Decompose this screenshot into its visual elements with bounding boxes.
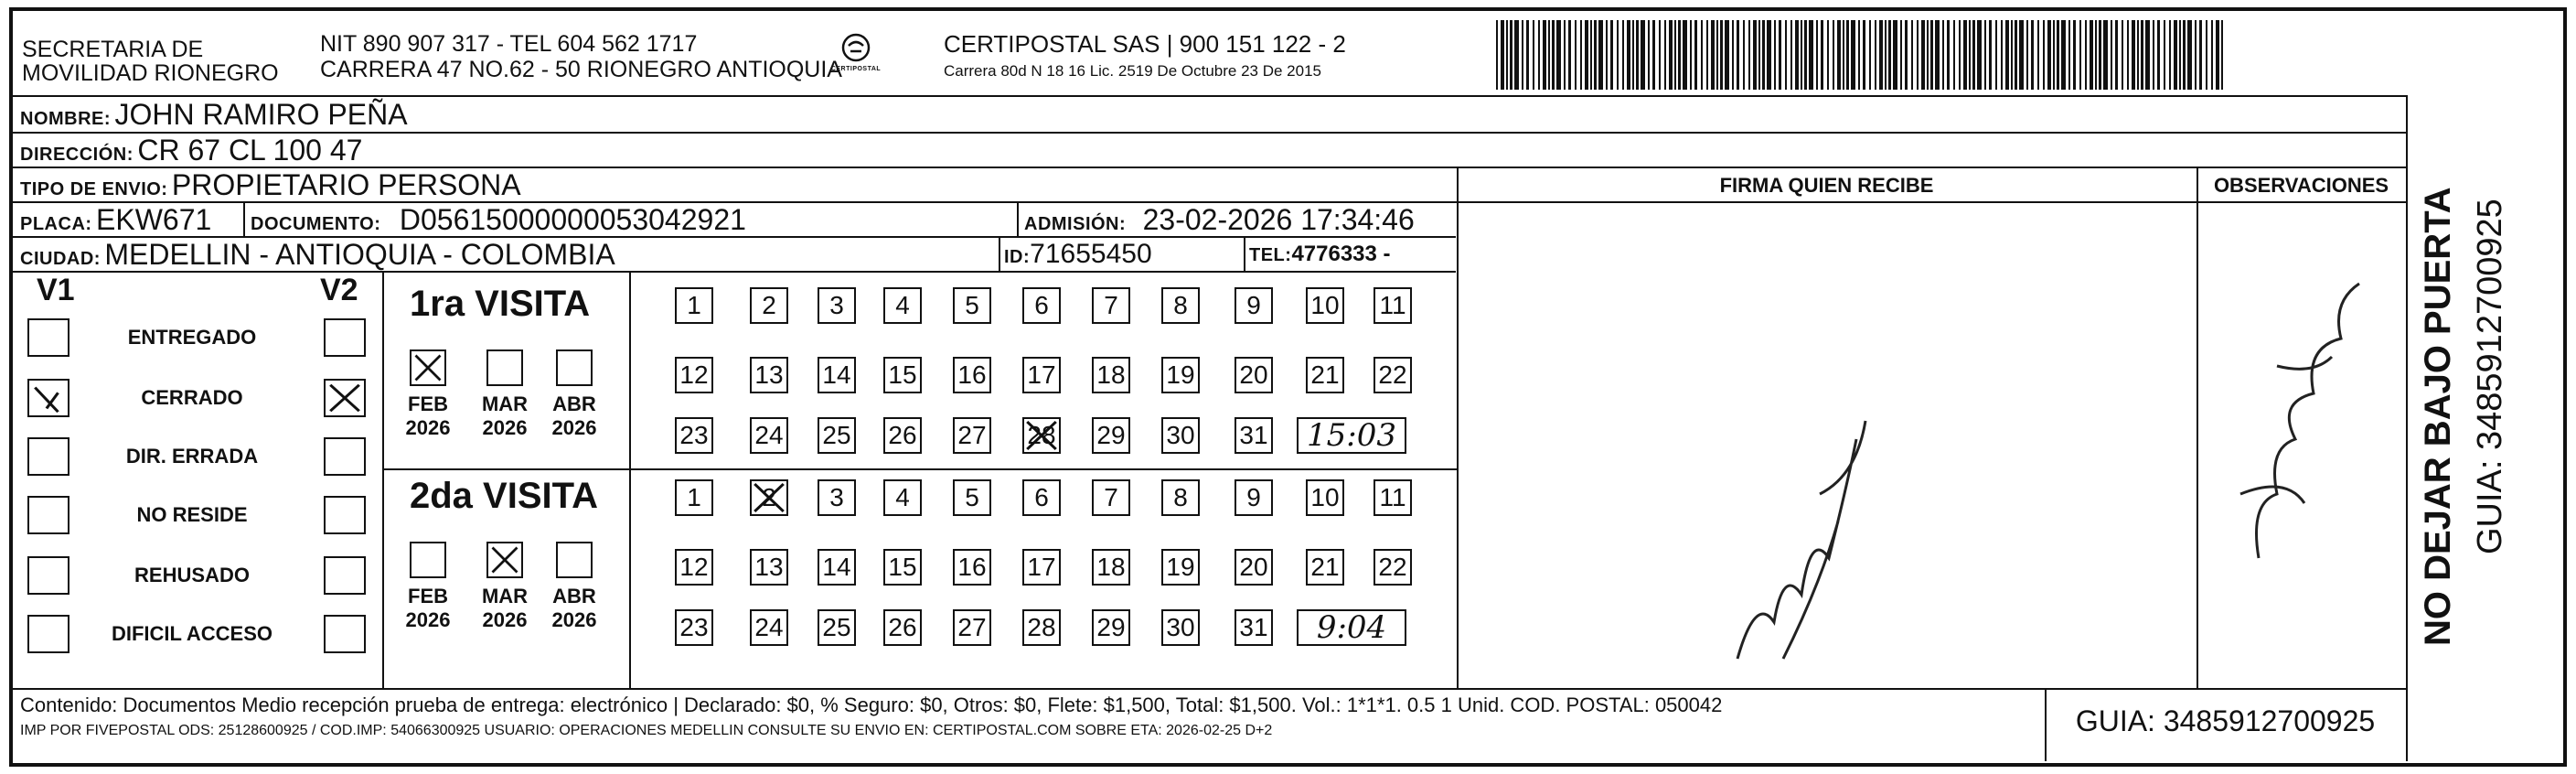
day-box[interactable]: 12 — [675, 357, 713, 393]
placa-label: PLACA: — [20, 214, 92, 234]
sender-name: SECRETARIA DE — [22, 37, 204, 62]
day-box[interactable]: 27 — [953, 417, 991, 454]
month-checkbox[interactable] — [486, 349, 523, 386]
documento-row — [251, 204, 746, 242]
carrier-license: Carrera 80d N 18 16 Lic. 2519 De Octubre 23 De 2015 — [944, 62, 1321, 80]
placa-value: EKW671 — [96, 203, 212, 236]
day-box[interactable]: 17 — [1022, 357, 1061, 393]
side-guia: GUIA: 3485912700925 — [2471, 199, 2509, 554]
day-box[interactable]: 29 — [1092, 609, 1130, 646]
documento-label: DOCUMENTO: — [251, 214, 381, 234]
month-year: 2026 — [551, 416, 597, 439]
month-name: ABR — [552, 392, 596, 415]
status-option-label: NO RESIDE — [136, 503, 248, 526]
day-box[interactable]: 5 — [953, 287, 991, 324]
direccion-value: CR 67 CL 100 47 — [137, 134, 363, 167]
barcode — [1496, 20, 2223, 90]
visit-time: 15:03 — [1297, 417, 1406, 454]
header-rule — [11, 95, 2407, 97]
v2-label: V2 — [320, 273, 358, 307]
tel-label: TEL: — [1249, 245, 1292, 265]
day-box[interactable]: 12 — [675, 549, 713, 586]
day-box[interactable]: 10 — [1306, 287, 1344, 324]
month-checkbox[interactable] — [410, 542, 446, 578]
month-year: 2026 — [405, 416, 451, 439]
certipostal-logo — [832, 31, 880, 77]
v2-checkbox[interactable] — [324, 318, 366, 357]
ciudad-value: MEDELLIN - ANTIOQUIA - COLOMBIA — [104, 238, 615, 271]
firma-signature — [1719, 384, 1884, 677]
day-box[interactable]: 16 — [953, 357, 991, 393]
v1-checkbox[interactable] — [27, 556, 69, 595]
day-box[interactable]: 7 — [1092, 287, 1130, 324]
nombre-value: JOHN RAMIRO PEÑA — [114, 98, 408, 131]
obs-signature-text — [2304, 553, 2305, 558]
day-box[interactable]: 24 — [750, 417, 788, 454]
day-box[interactable]: 11 — [1374, 479, 1412, 516]
day-box[interactable]: 24 — [750, 609, 788, 646]
day-box[interactable]: 14 — [818, 549, 856, 586]
day-box[interactable]: 30 — [1161, 417, 1200, 454]
observaciones-header: OBSERVACIONES — [2213, 174, 2389, 197]
day-box[interactable]: 11 — [1374, 287, 1412, 324]
day-box[interactable]: 3 — [818, 479, 856, 516]
footer-guia: GUIA: 3485912700925 — [2075, 704, 2376, 737]
footer-line2: IMP POR FIVEPOSTAL ODS: 25128600925 / COD.IMP: 54066300925 USUARIO: OPERACIONES MEDELLIN CONSULTE SU ENVIO EN: CERTIPOSTAL.COM SOBRE ETA: 2026-02-25 D+2 — [20, 723, 1273, 738]
v2-checkbox[interactable] — [324, 496, 366, 534]
v1-checkbox[interactable] — [27, 437, 69, 476]
day-box[interactable]: 1 — [675, 479, 713, 516]
month-name: FEB — [408, 585, 448, 607]
month-checkbox[interactable] — [556, 349, 593, 386]
tipo-value: PROPIETARIO PERSONA — [171, 168, 521, 201]
day-box[interactable]: 22 — [1374, 549, 1412, 586]
visit2-title: 2da VISITA — [410, 476, 598, 516]
month-name: FEB — [408, 392, 448, 415]
sender-nit: NIT 890 907 317 - TEL 604 562 1717 — [320, 31, 698, 57]
visit-time: 9:04 — [1297, 609, 1406, 646]
direccion-row — [20, 134, 362, 172]
day-box[interactable]: 8 — [1161, 287, 1200, 324]
day-box[interactable]: 15 — [883, 549, 922, 586]
v2-checkbox[interactable] — [324, 556, 366, 595]
id-row — [1004, 239, 1152, 274]
day-box[interactable]: 27 — [953, 609, 991, 646]
day-box[interactable]: 6 — [1022, 287, 1061, 324]
status-option-label: REHUSADO — [134, 564, 250, 586]
day-box[interactable]: 22 — [1374, 357, 1412, 393]
day-box[interactable]: 26 — [883, 609, 922, 646]
side-warning: NO DEJAR BAJO PUERTA — [2418, 187, 2458, 646]
day-mark — [750, 479, 788, 516]
day-box[interactable]: 4 — [883, 479, 922, 516]
day-box[interactable]: 1 — [675, 287, 713, 324]
day-box[interactable]: 17 — [1022, 549, 1061, 586]
day-box[interactable]: 13 — [750, 357, 788, 393]
day-box[interactable]: 25 — [818, 417, 856, 454]
firma-header: FIRMA QUIEN RECIBE — [1719, 174, 1934, 197]
v1-checkbox[interactable] — [27, 318, 69, 357]
footer-line1: Contenido: Documentos Medio recepción prueba de entrega: electrónico | Declarado: $0, % Seguro: $0, Otros: $0, Flete: $1,500, Total: $1,500. Vol.: 1*1*1. 0.5 1 Unid. COD. POSTAL: 050042 — [20, 693, 1723, 716]
month-year: 2026 — [482, 608, 528, 631]
status-option-label: ENTREGADO — [127, 326, 257, 349]
firma-signature-text — [1820, 654, 1821, 659]
ciudad-row — [20, 239, 615, 276]
month-year: 2026 — [482, 416, 528, 439]
day-box[interactable]: 2 — [750, 479, 788, 516]
status-option-label: DIFICIL ACCESO — [111, 622, 273, 645]
v2-checkbox[interactable] — [324, 615, 366, 653]
day-box[interactable]: 5 — [953, 479, 991, 516]
v1-checkbox[interactable] — [27, 379, 69, 417]
day-box[interactable]: 14 — [818, 357, 856, 393]
month-checkbox[interactable] — [556, 542, 593, 578]
day-box[interactable]: 7 — [1092, 479, 1130, 516]
day-box[interactable]: 28 — [1022, 609, 1061, 646]
day-box[interactable]: 19 — [1161, 549, 1200, 586]
status-option-label: CERRADO — [141, 386, 243, 409]
v1-label: V1 — [37, 273, 75, 307]
day-box[interactable]: 19 — [1161, 357, 1200, 393]
day-box[interactable]: 3 — [818, 287, 856, 324]
day-box[interactable]: 15 — [883, 357, 922, 393]
tel-value: 4776333 - — [1291, 242, 1391, 266]
month-name: ABR — [552, 585, 596, 607]
day-box[interactable]: 25 — [818, 609, 856, 646]
day-box[interactable]: 21 — [1306, 549, 1344, 586]
day-box[interactable]: 26 — [883, 417, 922, 454]
day-box[interactable]: 20 — [1235, 549, 1273, 586]
day-box[interactable]: 16 — [953, 549, 991, 586]
obs-signature — [2222, 265, 2387, 567]
month-checkbox[interactable] — [486, 542, 523, 578]
placa-row — [20, 204, 211, 242]
id-label: ID: — [1004, 247, 1031, 267]
tipo-row — [20, 169, 521, 207]
day-box[interactable]: 6 — [1022, 479, 1061, 516]
status-option-label: DIR. ERRADA — [125, 445, 259, 468]
day-box[interactable]: 10 — [1306, 479, 1344, 516]
day-box[interactable]: 21 — [1306, 357, 1344, 393]
day-box[interactable]: 18 — [1092, 549, 1130, 586]
documento-value: D05615000000053042921 — [399, 203, 746, 236]
admision-label: ADMISIÓN: — [1024, 214, 1127, 234]
v1-checkbox[interactable] — [27, 496, 69, 534]
day-box[interactable]: 23 — [675, 417, 713, 454]
admision-row — [1024, 204, 1415, 242]
month-checkbox[interactable] — [410, 349, 446, 386]
month-name: MAR — [481, 585, 529, 607]
day-box[interactable]: 31 — [1235, 417, 1273, 454]
day-box[interactable]: 29 — [1092, 417, 1130, 454]
ciudad-label: CIUDAD: — [20, 249, 101, 269]
nombre-row — [20, 99, 408, 136]
day-box[interactable]: 20 — [1235, 357, 1273, 393]
month-name: MAR — [481, 392, 529, 415]
nombre-label: NOMBRE: — [20, 109, 112, 129]
day-box[interactable]: 4 — [883, 287, 922, 324]
day-box[interactable]: 2 — [750, 287, 788, 324]
v1-checkbox[interactable] — [27, 615, 69, 653]
id-value: 71655450 — [1030, 239, 1152, 269]
day-box[interactable]: 9 — [1235, 287, 1273, 324]
day-box[interactable]: 8 — [1161, 479, 1200, 516]
carrier-name: CERTIPOSTAL SAS | 900 151 122 - 2 — [944, 30, 1346, 58]
tipo-label: TIPO DE ENVIO: — [20, 179, 168, 199]
day-box[interactable]: 13 — [750, 549, 788, 586]
admision-value: 23-02-2026 17:34:46 — [1142, 203, 1415, 236]
visit1-title: 1ra VISITA — [410, 284, 591, 324]
direccion-label: DIRECCIÓN: — [20, 145, 134, 165]
day-mark — [1022, 417, 1061, 454]
day-box[interactable]: 31 — [1235, 609, 1273, 646]
logo-text: CERTIPOSTAL — [830, 66, 882, 72]
sender-sub: MOVILIDAD RIONEGRO — [22, 60, 279, 86]
day-box[interactable]: 23 — [675, 609, 713, 646]
v2-checkbox[interactable] — [324, 437, 366, 476]
day-box[interactable]: 28 — [1022, 417, 1061, 454]
tel-row — [1249, 239, 1391, 273]
day-box[interactable]: 9 — [1235, 479, 1273, 516]
sender-address: CARRERA 47 NO.62 - 50 RIONEGRO ANTIOQUIA — [320, 57, 842, 82]
month-year: 2026 — [405, 608, 451, 631]
v2-checkbox[interactable] — [324, 379, 366, 417]
day-box[interactable]: 18 — [1092, 357, 1130, 393]
month-year: 2026 — [551, 608, 597, 631]
day-box[interactable]: 30 — [1161, 609, 1200, 646]
